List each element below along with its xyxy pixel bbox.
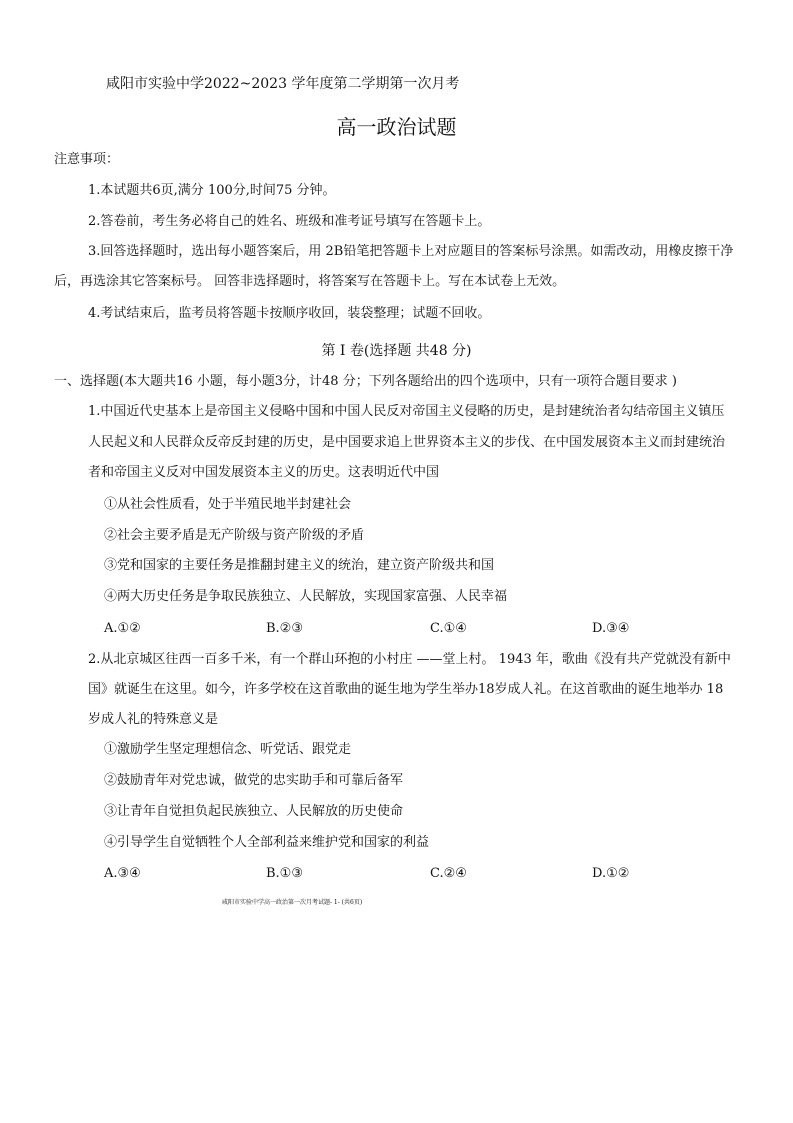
q1-option-2: ②社会主要矛盾是无产阶级与资产阶级的矛盾 — [104, 528, 365, 543]
q2-option-1: ①激励学生坚定理想信念、听党话、跟党走 — [104, 742, 352, 757]
q2-stem-line-3: 岁成人礼的特殊意义是 — [88, 712, 219, 727]
q2-stem-line-1: 2.从北京城区往西一百多千米，有一个群山环抱的小村庄 ——堂上村。 1943 年，歌曲《没有共产党就没有新中 — [88, 652, 731, 667]
note-item-2: 2.答卷前，考生务必将自己的姓名、班级和准考证号填写在答题卡上。 — [88, 214, 491, 229]
q1-stem-line-3: 者和帝国主义反对中国发展资本主义的历史。这表明近代中国 — [88, 465, 440, 480]
q1-choice-d: D.③④ — [592, 621, 630, 636]
q1-stem-line-2: 人民起义和人民群众反帝反封建的历史，是中国要求追上世界资本主义的步伐、在中国发展资本主义而封建统治 — [88, 435, 726, 450]
q2-option-2: ②鼓励青年对党忠诚，做党的忠实助手和可靠后备军 — [104, 773, 404, 788]
q2-stem-line-2: 国》就诞生在这里。如今，许多学校在这首歌曲的诞生地为学生举办18岁成人礼。在这首歌曲的诞生地举办 18 — [88, 682, 724, 697]
section-heading: 一、选择题(本大题共16 小题，每小题3分，计48 分；下列各题给出的四个选项中，只有一项符合题目要求 ) — [54, 374, 677, 389]
q1-choice-b: B.②③ — [266, 621, 303, 636]
q1-choice-a: A.①② — [104, 621, 141, 636]
note-item-3-line-1: 3.回答选择题时，选出每小题答案后，用 2B铅笔把答题卡上对应题目的答案标号涂黑。如需改动，用橡皮擦干净 — [88, 244, 734, 259]
notes-heading: 注意事项： — [54, 152, 120, 167]
q2-choice-d: D.①② — [592, 866, 630, 881]
q1-option-3: ③党和国家的主要任务是推翻封建主义的统治，建立资产阶级共和国 — [104, 558, 495, 573]
exam-title: 高一政治试题 — [336, 115, 457, 139]
note-item-4: 4.考试结束后，监考员将答题卡按顺序收回，装袋整理；试题不回收。 — [88, 306, 491, 321]
q1-stem-line-1: 1.中国近代史基本上是帝国主义侵略中国和中国人民反对帝国主义侵略的历史，是封建统治者勾结帝国主义镇压 — [88, 404, 725, 419]
note-item-1: 1.本试题共6页,满分 100分,时间75 分钟。 — [88, 183, 336, 198]
q1-option-4: ④两大历史任务是争取民族独立、人民解放，实现国家富强、人民幸福 — [104, 589, 508, 604]
note-item-3-line-2: 后，再选涂其它答案标号。 回答非选择题时，将答案写在答题卡上。写在本试卷上无效。 — [54, 274, 566, 289]
q1-option-1: ①从社会性质看，处于半殖民地半封建社会 — [104, 497, 352, 512]
page-footer: 咸阳市实验中学高一政治第一次月考试题- 1- (共6页) — [222, 899, 363, 906]
q2-option-4: ④引导学生自觉牺牲个人全部利益来维护党和国家的利益 — [104, 835, 430, 850]
q1-choice-c: C.①④ — [430, 621, 467, 636]
school-exam-line: 咸阳市实验中学2022~2023 学年度第二学期第一次月考 — [106, 76, 460, 92]
q2-choice-b: B.①③ — [266, 866, 303, 881]
part-1-heading: 第 Ⅰ 卷(选择题 共48 分) — [321, 343, 472, 359]
q2-choice-a: A.③④ — [104, 866, 141, 881]
q2-option-3: ③让青年自觉担负起民族独立、人民解放的历史使命 — [104, 804, 404, 819]
q2-choice-c: C.②④ — [430, 866, 467, 881]
